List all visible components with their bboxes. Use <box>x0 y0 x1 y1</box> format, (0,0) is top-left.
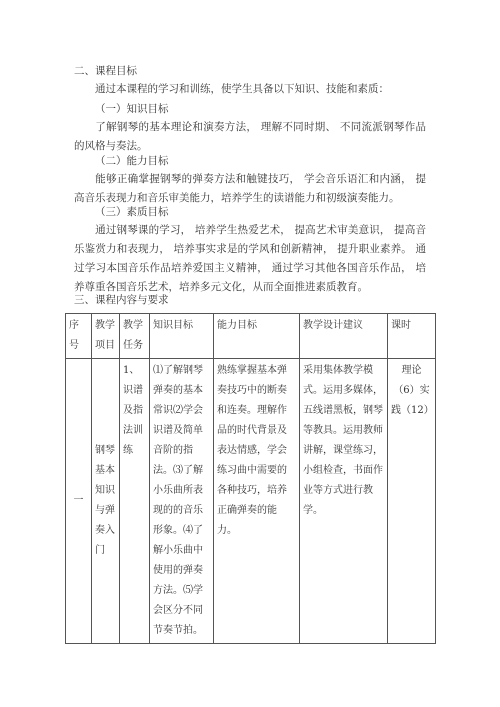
header-ability: 能力目标 <box>214 314 300 359</box>
section-heading-course-objectives: 二、课程目标 <box>74 65 137 77</box>
table-header-row <box>66 314 436 359</box>
cell-ability: 熟练掌握基本弹奏技巧中的断奏和连奏。理解作品的时代背景及表达情感，学会练习曲中需要的各种技巧，培养正确弹奏的能力。 <box>214 359 300 644</box>
cell-hours: 理论（6）实践（12） <box>388 359 436 644</box>
cell-design: 采用集体教学模式。运用多媒体，五线谱黑板，钢琴等教具。运用教师讲解，课堂练习，小组检查，书面作业等方式进行教学。 <box>300 359 388 644</box>
quality-objective-text: 通过钢琴课的学习， 培养学生热爱艺术， 提高艺术审美意识， 提高音乐鉴赏力和表现力， 培养事实求是的学风和创新精神， 提升职业素养。 通过学习本国音乐作品培养爱国主义精神， 通过学习其他各国音乐作品， 培养尊重各国音乐艺术，培养多元文化，从而全面推进素质教育。 <box>74 224 426 293</box>
intro-text: 通过本课程的学习和训练，使学生具备以下知识、技能和素质： <box>95 83 389 95</box>
section-heading-course-content: 三、课程内容与要求 <box>74 294 169 306</box>
knowledge-objective-title: （一）知识目标 <box>95 103 169 115</box>
header-design: 教学设计建议 <box>300 314 388 359</box>
header-hours: 课时 <box>388 314 436 359</box>
header-project: 教学项目 <box>92 314 120 359</box>
course-content-table <box>65 313 436 644</box>
ability-objective-paragraph <box>74 170 426 208</box>
ability-objective-text: 能够正确掌握钢琴的弹奏方法和触键技巧， 学会音乐语汇和内涵， 提高音乐表现力和音乐审美能力，培养学生的读谱能力和初级演奏能力。 <box>74 173 426 204</box>
cell-knowledge: ⑴了解钢琴弹奏的基本常识⑵学会识谱及简单音阶的指法。⑶了解小乐曲所表现的的音乐形象。⑷了解小乐曲中使用的弹奏方法。⑸学会区分不同节奏节拍。 <box>150 359 214 644</box>
quality-objective-title: （三）素质目标 <box>95 206 169 218</box>
cell-task: 1、识谱及指法训练 <box>120 359 150 644</box>
cell-project: 钢琴基本知识与弹奏入门 <box>92 359 120 644</box>
table-row <box>66 359 436 644</box>
header-task: 教学任务 <box>120 314 150 359</box>
header-knowledge: 知识目标 <box>150 314 214 359</box>
knowledge-objective-text: 了解钢琴的基本理论和演奏方法， 理解不同时期、 不同流派钢琴作品的风格与奏法。 <box>74 121 426 152</box>
quality-objective-paragraph <box>74 221 426 297</box>
header-index: 序号 <box>66 314 92 359</box>
cell-index: 一 <box>66 359 92 644</box>
ability-objective-title: （二）能力目标 <box>95 155 169 167</box>
intro-paragraph <box>74 80 426 99</box>
knowledge-objective-paragraph <box>74 118 426 156</box>
